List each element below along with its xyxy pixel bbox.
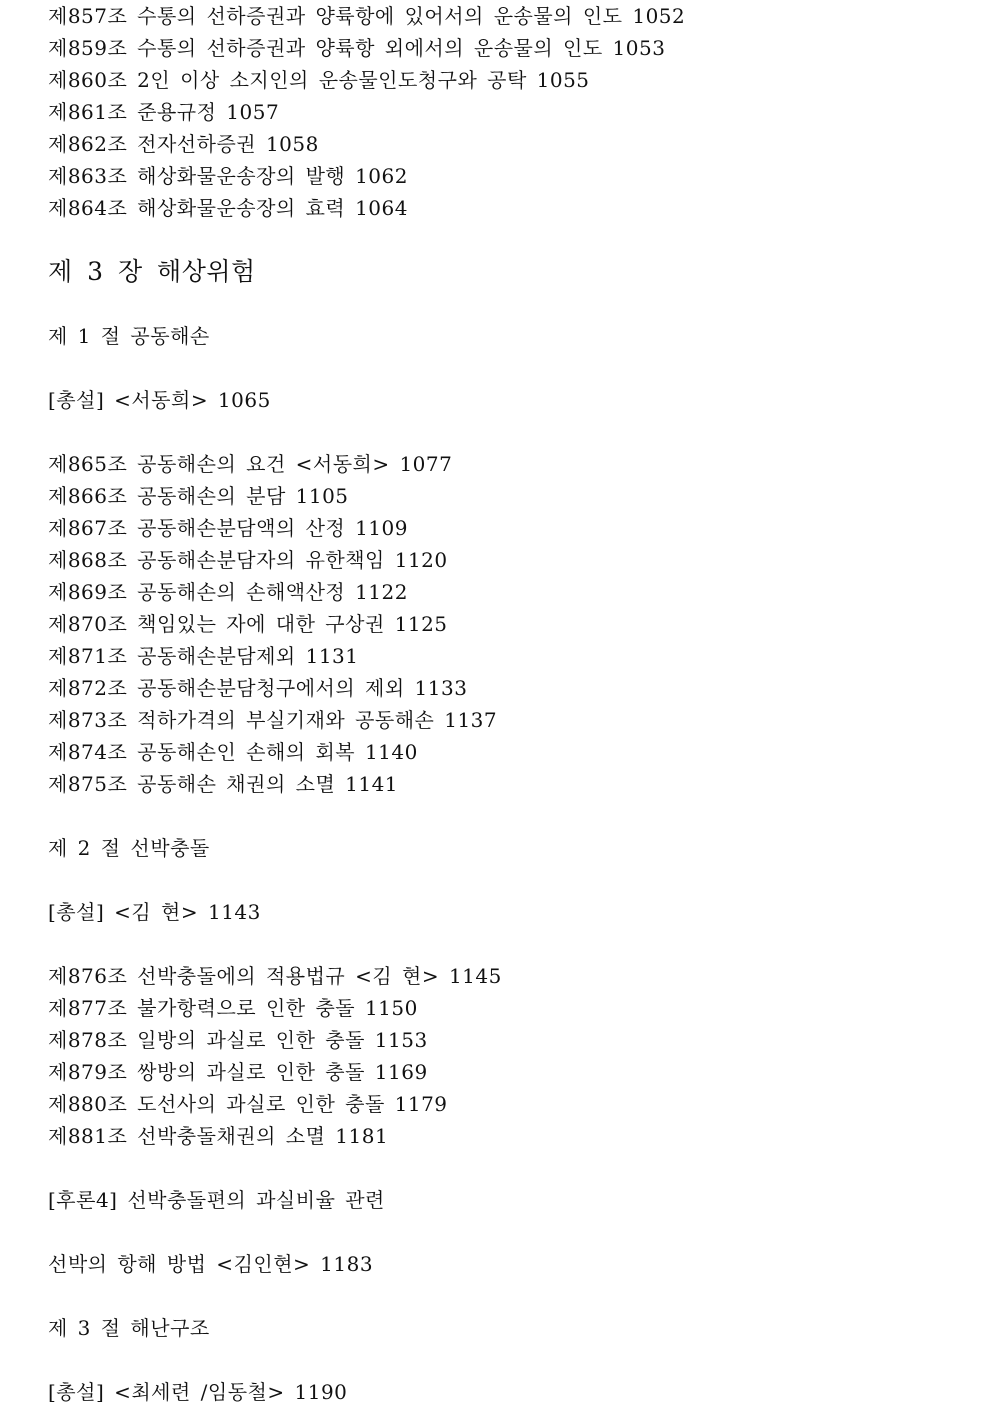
toc-entry: 제875조 공동해손 채권의 소멸 1141 [48, 772, 399, 796]
toc-page [48, 0, 968, 1408]
toc-entry: 제867조 공동해손분담액의 산정 1109 [48, 516, 408, 540]
section-overview: [총설] <최세련 /임동철> 1190 [48, 1380, 348, 1404]
section-title: 제 1 절 공동해손 [48, 324, 210, 348]
toc-entry: 제859조 수통의 선하증권과 양륙항 외에서의 운송물의 인도 1053 [48, 36, 666, 60]
toc-entry: 제868조 공동해손분담자의 유한책임 1120 [48, 548, 448, 572]
chapter-title: 제 3 장 해상위험 [48, 257, 256, 286]
toc-entry: 제878조 일방의 과실로 인한 충돌 1153 [48, 1028, 428, 1052]
toc-entry: 제866조 공동해손의 분담 1105 [48, 484, 349, 508]
appendix-entry: 선박의 항해 방법 <김인현> 1183 [48, 1252, 374, 1276]
toc-entry: 제870조 책임있는 자에 대한 구상권 1125 [48, 612, 448, 636]
section-title: 제 3 절 해난구조 [48, 1316, 210, 1340]
toc-entry: 제871조 공동해손분담제외 1131 [48, 644, 359, 668]
toc-entry: 제857조 수통의 선하증권과 양륙항에 있어서의 운송물의 인도 1052 [48, 4, 686, 28]
toc-entry: 제872조 공동해손분담청구에서의 제외 1133 [48, 676, 468, 700]
section-overview: [총설] <서동희> 1065 [48, 388, 271, 412]
section2-entries [48, 960, 968, 1152]
section-title: 제 2 절 선박충돌 [48, 836, 210, 860]
toc-entry: 제876조 선박충돌에의 적용법규 <김 현> 1145 [48, 964, 502, 988]
appendix-title: [후론4] 선박충돌편의 과실비율 관련 [48, 1188, 385, 1212]
toc-entry: 제880조 도선사의 과실로 인한 충돌 1179 [48, 1092, 448, 1116]
toc-entry: 제861조 준용규정 1057 [48, 100, 280, 124]
toc-entry: 제877조 불가항력으로 인한 충돌 1150 [48, 996, 418, 1020]
section1-entries [48, 448, 968, 800]
toc-entry: 제873조 적하가격의 부실기재와 공동해손 1137 [48, 708, 498, 732]
toc-entry: 제860조 2인 이상 소지인의 운송물인도청구와 공탁 1055 [48, 68, 590, 92]
toc-entry: 제865조 공동해손의 요건 <서동희> 1077 [48, 452, 453, 476]
toc-entry: 제862조 전자선하증권 1058 [48, 132, 319, 156]
section-overview: [총설] <김 현> 1143 [48, 900, 261, 924]
top-entries [48, 0, 968, 224]
toc-entry: 제869조 공동해손의 손해액산정 1122 [48, 580, 408, 604]
toc-entry: 제874조 공동해손인 손해의 회복 1140 [48, 740, 418, 764]
toc-entry: 제879조 쌍방의 과실로 인한 충돌 1169 [48, 1060, 428, 1084]
toc-entry: 제881조 선박충돌채권의 소멸 1181 [48, 1124, 389, 1148]
toc-entry: 제863조 해상화물운송장의 발행 1062 [48, 164, 408, 188]
toc-entry: 제864조 해상화물운송장의 효력 1064 [48, 196, 408, 220]
